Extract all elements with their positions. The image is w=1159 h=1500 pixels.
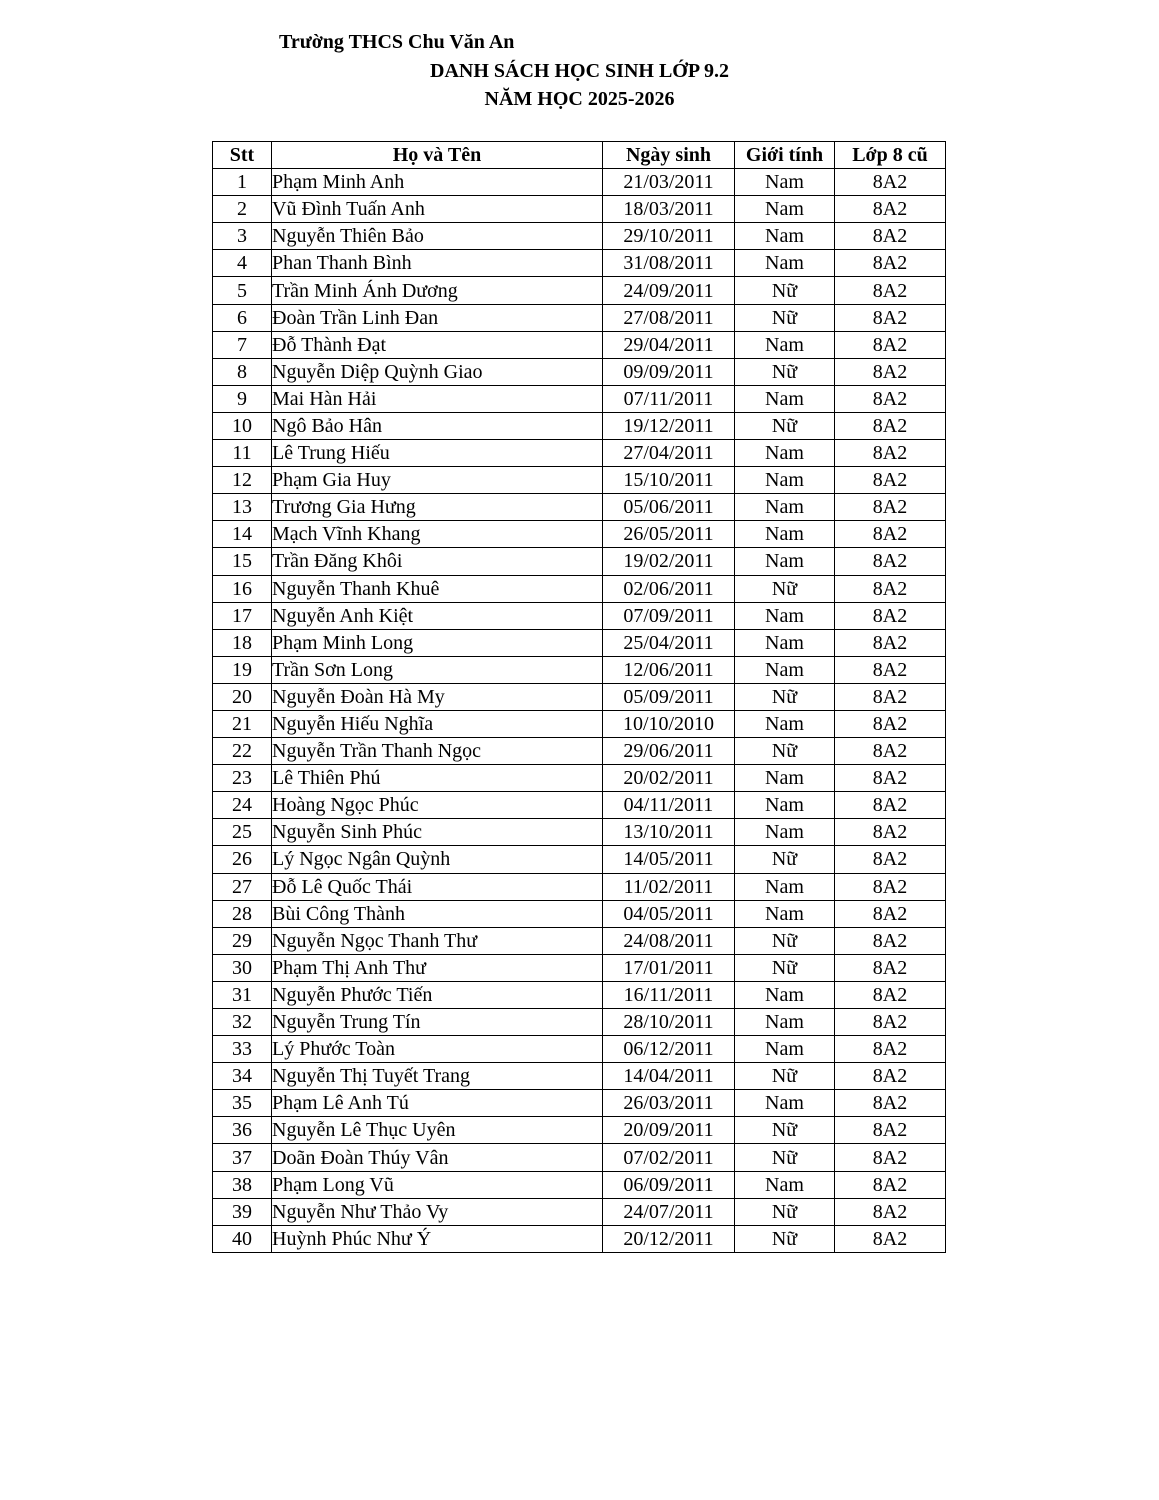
cell-gender: Nam bbox=[735, 1171, 835, 1198]
table-row bbox=[213, 1198, 946, 1225]
cell-gender: Nam bbox=[735, 656, 835, 683]
cell-dob: 15/10/2011 bbox=[603, 467, 735, 494]
cell-stt: 4 bbox=[213, 250, 272, 277]
table-row bbox=[213, 656, 946, 683]
cell-stt: 12 bbox=[213, 467, 272, 494]
cell-stt: 20 bbox=[213, 683, 272, 710]
cell-stt: 25 bbox=[213, 819, 272, 846]
cell-gender: Nam bbox=[735, 1009, 835, 1036]
table-row bbox=[213, 873, 946, 900]
cell-gender: Nữ bbox=[735, 683, 835, 710]
cell-dob: 24/09/2011 bbox=[603, 277, 735, 304]
cell-gender: Nam bbox=[735, 521, 835, 548]
cell-name: Phạm Thị Anh Thư bbox=[272, 954, 603, 981]
cell-gender: Nam bbox=[735, 548, 835, 575]
table-row bbox=[213, 738, 946, 765]
column-header-prev-class: Lớp 8 cũ bbox=[835, 142, 946, 169]
cell-stt: 13 bbox=[213, 494, 272, 521]
cell-dob: 20/12/2011 bbox=[603, 1225, 735, 1252]
cell-name: Lý Ngọc Ngân Quỳnh bbox=[272, 846, 603, 873]
cell-name: Mạch Vĩnh Khang bbox=[272, 521, 603, 548]
table-row bbox=[213, 629, 946, 656]
cell-prev-class: 8A2 bbox=[835, 900, 946, 927]
cell-dob: 27/08/2011 bbox=[603, 304, 735, 331]
cell-gender: Nam bbox=[735, 1090, 835, 1117]
cell-gender: Nữ bbox=[735, 575, 835, 602]
table-row bbox=[213, 521, 946, 548]
cell-prev-class: 8A2 bbox=[835, 494, 946, 521]
cell-prev-class: 8A2 bbox=[835, 467, 946, 494]
cell-stt: 16 bbox=[213, 575, 272, 602]
cell-stt: 34 bbox=[213, 1063, 272, 1090]
cell-gender: Nam bbox=[735, 1036, 835, 1063]
cell-dob: 26/03/2011 bbox=[603, 1090, 735, 1117]
cell-stt: 17 bbox=[213, 602, 272, 629]
cell-gender: Nam bbox=[735, 765, 835, 792]
cell-prev-class: 8A2 bbox=[835, 304, 946, 331]
cell-stt: 15 bbox=[213, 548, 272, 575]
cell-name: Lê Trung Hiếu bbox=[272, 440, 603, 467]
cell-gender: Nam bbox=[735, 223, 835, 250]
cell-stt: 27 bbox=[213, 873, 272, 900]
cell-name: Trần Minh Ánh Dương bbox=[272, 277, 603, 304]
cell-gender: Nam bbox=[735, 250, 835, 277]
cell-name: Nguyễn Phước Tiến bbox=[272, 981, 603, 1008]
cell-name: Lý Phước Toàn bbox=[272, 1036, 603, 1063]
cell-gender: Nam bbox=[735, 467, 835, 494]
cell-stt: 11 bbox=[213, 440, 272, 467]
cell-prev-class: 8A2 bbox=[835, 1144, 946, 1171]
cell-dob: 06/12/2011 bbox=[603, 1036, 735, 1063]
cell-dob: 19/12/2011 bbox=[603, 412, 735, 439]
cell-dob: 02/06/2011 bbox=[603, 575, 735, 602]
cell-dob: 20/02/2011 bbox=[603, 765, 735, 792]
cell-prev-class: 8A2 bbox=[835, 954, 946, 981]
cell-gender: Nam bbox=[735, 385, 835, 412]
table-row bbox=[213, 412, 946, 439]
cell-name: Nguyễn Diệp Quỳnh Giao bbox=[272, 358, 603, 385]
cell-dob: 21/03/2011 bbox=[603, 169, 735, 196]
cell-prev-class: 8A2 bbox=[835, 358, 946, 385]
cell-stt: 36 bbox=[213, 1117, 272, 1144]
cell-gender: Nữ bbox=[735, 1225, 835, 1252]
cell-stt: 5 bbox=[213, 277, 272, 304]
cell-name: Đỗ Thành Đạt bbox=[272, 331, 603, 358]
cell-gender: Nam bbox=[735, 900, 835, 927]
table-row bbox=[213, 1036, 946, 1063]
cell-name: Đoàn Trần Linh Đan bbox=[272, 304, 603, 331]
cell-stt: 21 bbox=[213, 710, 272, 737]
document-title-text: DANH SÁCH HỌC SINH LỚP 9.2 bbox=[430, 60, 729, 82]
cell-name: Phạm Long Vũ bbox=[272, 1171, 603, 1198]
cell-dob: 31/08/2011 bbox=[603, 250, 735, 277]
cell-prev-class: 8A2 bbox=[835, 981, 946, 1008]
cell-prev-class: 8A2 bbox=[835, 548, 946, 575]
cell-dob: 11/02/2011 bbox=[603, 873, 735, 900]
table-row bbox=[213, 1063, 946, 1090]
cell-name: Lê Thiên Phú bbox=[272, 765, 603, 792]
cell-dob: 05/06/2011 bbox=[603, 494, 735, 521]
cell-name: Nguyễn Sinh Phúc bbox=[272, 819, 603, 846]
cell-dob: 10/10/2010 bbox=[603, 710, 735, 737]
cell-stt: 14 bbox=[213, 521, 272, 548]
cell-stt: 10 bbox=[213, 412, 272, 439]
table-header bbox=[213, 142, 946, 169]
cell-dob: 19/02/2011 bbox=[603, 548, 735, 575]
table-row bbox=[213, 575, 946, 602]
cell-stt: 38 bbox=[213, 1171, 272, 1198]
cell-gender: Nam bbox=[735, 819, 835, 846]
cell-name: Nguyễn Trung Tín bbox=[272, 1009, 603, 1036]
cell-prev-class: 8A2 bbox=[835, 656, 946, 683]
cell-name: Nguyễn Anh Kiệt bbox=[272, 602, 603, 629]
cell-prev-class: 8A2 bbox=[835, 683, 946, 710]
column-header-name: Họ và Tên bbox=[272, 142, 603, 169]
cell-prev-class: 8A2 bbox=[835, 521, 946, 548]
column-header-dob: Ngày sinh bbox=[603, 142, 735, 169]
table-body bbox=[213, 169, 946, 1253]
cell-gender: Nam bbox=[735, 331, 835, 358]
table-row bbox=[213, 1144, 946, 1171]
column-header-gender: Giới tính bbox=[735, 142, 835, 169]
table-row bbox=[213, 819, 946, 846]
table-row bbox=[213, 1090, 946, 1117]
cell-name: Nguyễn Thanh Khuê bbox=[272, 575, 603, 602]
cell-dob: 28/10/2011 bbox=[603, 1009, 735, 1036]
cell-gender: Nữ bbox=[735, 954, 835, 981]
cell-gender: Nam bbox=[735, 602, 835, 629]
column-header-stt: Stt bbox=[213, 142, 272, 169]
cell-dob: 14/05/2011 bbox=[603, 846, 735, 873]
document-title bbox=[0, 59, 1159, 83]
cell-prev-class: 8A2 bbox=[835, 629, 946, 656]
cell-stt: 9 bbox=[213, 385, 272, 412]
cell-name: Bùi Công Thành bbox=[272, 900, 603, 927]
cell-prev-class: 8A2 bbox=[835, 1225, 946, 1252]
table-row bbox=[213, 1117, 946, 1144]
cell-gender: Nữ bbox=[735, 358, 835, 385]
cell-prev-class: 8A2 bbox=[835, 385, 946, 412]
cell-dob: 06/09/2011 bbox=[603, 1171, 735, 1198]
cell-prev-class: 8A2 bbox=[835, 331, 946, 358]
cell-stt: 18 bbox=[213, 629, 272, 656]
table-row bbox=[213, 683, 946, 710]
cell-name: Nguyễn Thiên Bảo bbox=[272, 223, 603, 250]
cell-dob: 14/04/2011 bbox=[603, 1063, 735, 1090]
school-name: Trường THCS Chu Văn An bbox=[279, 31, 515, 53]
cell-dob: 18/03/2011 bbox=[603, 196, 735, 223]
cell-dob: 12/06/2011 bbox=[603, 656, 735, 683]
cell-prev-class: 8A2 bbox=[835, 873, 946, 900]
cell-dob: 20/09/2011 bbox=[603, 1117, 735, 1144]
cell-stt: 37 bbox=[213, 1144, 272, 1171]
table-row bbox=[213, 846, 946, 873]
table-row bbox=[213, 927, 946, 954]
cell-stt: 1 bbox=[213, 169, 272, 196]
table-row bbox=[213, 358, 946, 385]
cell-stt: 19 bbox=[213, 656, 272, 683]
cell-name: Nguyễn Như Thảo Vy bbox=[272, 1198, 603, 1225]
cell-prev-class: 8A2 bbox=[835, 1063, 946, 1090]
cell-prev-class: 8A2 bbox=[835, 440, 946, 467]
cell-stt: 29 bbox=[213, 927, 272, 954]
cell-gender: Nữ bbox=[735, 1198, 835, 1225]
table-row bbox=[213, 304, 946, 331]
cell-name: Ngô Bảo Hân bbox=[272, 412, 603, 439]
cell-stt: 32 bbox=[213, 1009, 272, 1036]
cell-name: Hoàng Ngọc Phúc bbox=[272, 792, 603, 819]
cell-gender: Nam bbox=[735, 629, 835, 656]
table-row bbox=[213, 710, 946, 737]
cell-name: Phạm Minh Long bbox=[272, 629, 603, 656]
cell-dob: 24/08/2011 bbox=[603, 927, 735, 954]
cell-gender: Nam bbox=[735, 196, 835, 223]
cell-prev-class: 8A2 bbox=[835, 1117, 946, 1144]
table-row bbox=[213, 1009, 946, 1036]
cell-stt: 26 bbox=[213, 846, 272, 873]
cell-gender: Nam bbox=[735, 494, 835, 521]
cell-stt: 28 bbox=[213, 900, 272, 927]
cell-prev-class: 8A2 bbox=[835, 412, 946, 439]
cell-name: Huỳnh Phúc Như Ý bbox=[272, 1225, 603, 1252]
cell-dob: 25/04/2011 bbox=[603, 629, 735, 656]
cell-stt: 22 bbox=[213, 738, 272, 765]
table-row bbox=[213, 1171, 946, 1198]
cell-dob: 24/07/2011 bbox=[603, 1198, 735, 1225]
cell-prev-class: 8A2 bbox=[835, 792, 946, 819]
cell-dob: 13/10/2011 bbox=[603, 819, 735, 846]
table-row bbox=[213, 602, 946, 629]
cell-dob: 07/09/2011 bbox=[603, 602, 735, 629]
cell-stt: 35 bbox=[213, 1090, 272, 1117]
table-row bbox=[213, 981, 946, 1008]
cell-stt: 24 bbox=[213, 792, 272, 819]
cell-gender: Nữ bbox=[735, 1063, 835, 1090]
cell-name: Nguyễn Lê Thục Uyên bbox=[272, 1117, 603, 1144]
table-row bbox=[213, 1225, 946, 1252]
cell-name: Phạm Lê Anh Tú bbox=[272, 1090, 603, 1117]
cell-name: Phan Thanh Bình bbox=[272, 250, 603, 277]
cell-stt: 33 bbox=[213, 1036, 272, 1063]
cell-name: Trương Gia Hưng bbox=[272, 494, 603, 521]
cell-prev-class: 8A2 bbox=[835, 710, 946, 737]
cell-prev-class: 8A2 bbox=[835, 738, 946, 765]
cell-dob: 17/01/2011 bbox=[603, 954, 735, 981]
cell-prev-class: 8A2 bbox=[835, 169, 946, 196]
table-row bbox=[213, 196, 946, 223]
cell-stt: 8 bbox=[213, 358, 272, 385]
cell-stt: 7 bbox=[213, 331, 272, 358]
cell-prev-class: 8A2 bbox=[835, 1036, 946, 1063]
school-year: NĂM HỌC 2025-2026 bbox=[484, 88, 675, 110]
table-row bbox=[213, 169, 946, 196]
cell-stt: 39 bbox=[213, 1198, 272, 1225]
cell-name: Nguyễn Trần Thanh Ngọc bbox=[272, 738, 603, 765]
cell-name: Nguyễn Ngọc Thanh Thư bbox=[272, 927, 603, 954]
cell-dob: 16/11/2011 bbox=[603, 981, 735, 1008]
cell-prev-class: 8A2 bbox=[835, 765, 946, 792]
cell-stt: 3 bbox=[213, 223, 272, 250]
cell-gender: Nữ bbox=[735, 304, 835, 331]
cell-stt: 40 bbox=[213, 1225, 272, 1252]
table-row bbox=[213, 277, 946, 304]
cell-name: Phạm Gia Huy bbox=[272, 467, 603, 494]
cell-prev-class: 8A2 bbox=[835, 927, 946, 954]
cell-name: Nguyễn Hiếu Nghĩa bbox=[272, 710, 603, 737]
cell-prev-class: 8A2 bbox=[835, 1090, 946, 1117]
cell-name: Trần Đăng Khôi bbox=[272, 548, 603, 575]
cell-gender: Nữ bbox=[735, 412, 835, 439]
cell-dob: 29/06/2011 bbox=[603, 738, 735, 765]
cell-prev-class: 8A2 bbox=[835, 277, 946, 304]
cell-name: Nguyễn Đoàn Hà My bbox=[272, 683, 603, 710]
table-row bbox=[213, 792, 946, 819]
cell-prev-class: 8A2 bbox=[835, 1198, 946, 1225]
cell-gender: Nam bbox=[735, 440, 835, 467]
cell-prev-class: 8A2 bbox=[835, 819, 946, 846]
cell-gender: Nữ bbox=[735, 1117, 835, 1144]
cell-dob: 04/11/2011 bbox=[603, 792, 735, 819]
cell-dob: 27/04/2011 bbox=[603, 440, 735, 467]
cell-name: Đỗ Lê Quốc Thái bbox=[272, 873, 603, 900]
table-row bbox=[213, 440, 946, 467]
cell-dob: 26/05/2011 bbox=[603, 521, 735, 548]
cell-stt: 30 bbox=[213, 954, 272, 981]
table-row bbox=[213, 765, 946, 792]
cell-stt: 6 bbox=[213, 304, 272, 331]
cell-prev-class: 8A2 bbox=[835, 196, 946, 223]
cell-name: Vũ Đình Tuấn Anh bbox=[272, 196, 603, 223]
cell-gender: Nữ bbox=[735, 738, 835, 765]
table-row bbox=[213, 223, 946, 250]
cell-stt: 2 bbox=[213, 196, 272, 223]
student-table bbox=[212, 141, 946, 1253]
cell-name: Trần Sơn Long bbox=[272, 656, 603, 683]
cell-stt: 23 bbox=[213, 765, 272, 792]
cell-stt: 31 bbox=[213, 981, 272, 1008]
cell-gender: Nữ bbox=[735, 1144, 835, 1171]
cell-prev-class: 8A2 bbox=[835, 223, 946, 250]
table-row bbox=[213, 331, 946, 358]
cell-prev-class: 8A2 bbox=[835, 1171, 946, 1198]
table-row bbox=[213, 250, 946, 277]
table-row bbox=[213, 548, 946, 575]
cell-gender: Nam bbox=[735, 169, 835, 196]
cell-name: Mai Hàn Hải bbox=[272, 385, 603, 412]
cell-prev-class: 8A2 bbox=[835, 250, 946, 277]
cell-gender: Nam bbox=[735, 792, 835, 819]
cell-prev-class: 8A2 bbox=[835, 602, 946, 629]
cell-gender: Nữ bbox=[735, 927, 835, 954]
cell-prev-class: 8A2 bbox=[835, 846, 946, 873]
table-row bbox=[213, 954, 946, 981]
cell-name: Phạm Minh Anh bbox=[272, 169, 603, 196]
table-row bbox=[213, 385, 946, 412]
cell-gender: Nam bbox=[735, 981, 835, 1008]
cell-gender: Nữ bbox=[735, 277, 835, 304]
cell-name: Doãn Đoàn Thúy Vân bbox=[272, 1144, 603, 1171]
cell-dob: 09/09/2011 bbox=[603, 358, 735, 385]
table-row bbox=[213, 900, 946, 927]
table-row bbox=[213, 467, 946, 494]
cell-gender: Nữ bbox=[735, 846, 835, 873]
cell-gender: Nam bbox=[735, 873, 835, 900]
cell-prev-class: 8A2 bbox=[835, 1009, 946, 1036]
cell-dob: 05/09/2011 bbox=[603, 683, 735, 710]
cell-gender: Nam bbox=[735, 710, 835, 737]
cell-dob: 04/05/2011 bbox=[603, 900, 735, 927]
cell-dob: 29/04/2011 bbox=[603, 331, 735, 358]
header-row bbox=[213, 142, 946, 169]
cell-name: Nguyễn Thị Tuyết Trang bbox=[272, 1063, 603, 1090]
cell-dob: 07/02/2011 bbox=[603, 1144, 735, 1171]
cell-dob: 07/11/2011 bbox=[603, 385, 735, 412]
cell-prev-class: 8A2 bbox=[835, 575, 946, 602]
cell-dob: 29/10/2011 bbox=[603, 223, 735, 250]
table-row bbox=[213, 494, 946, 521]
